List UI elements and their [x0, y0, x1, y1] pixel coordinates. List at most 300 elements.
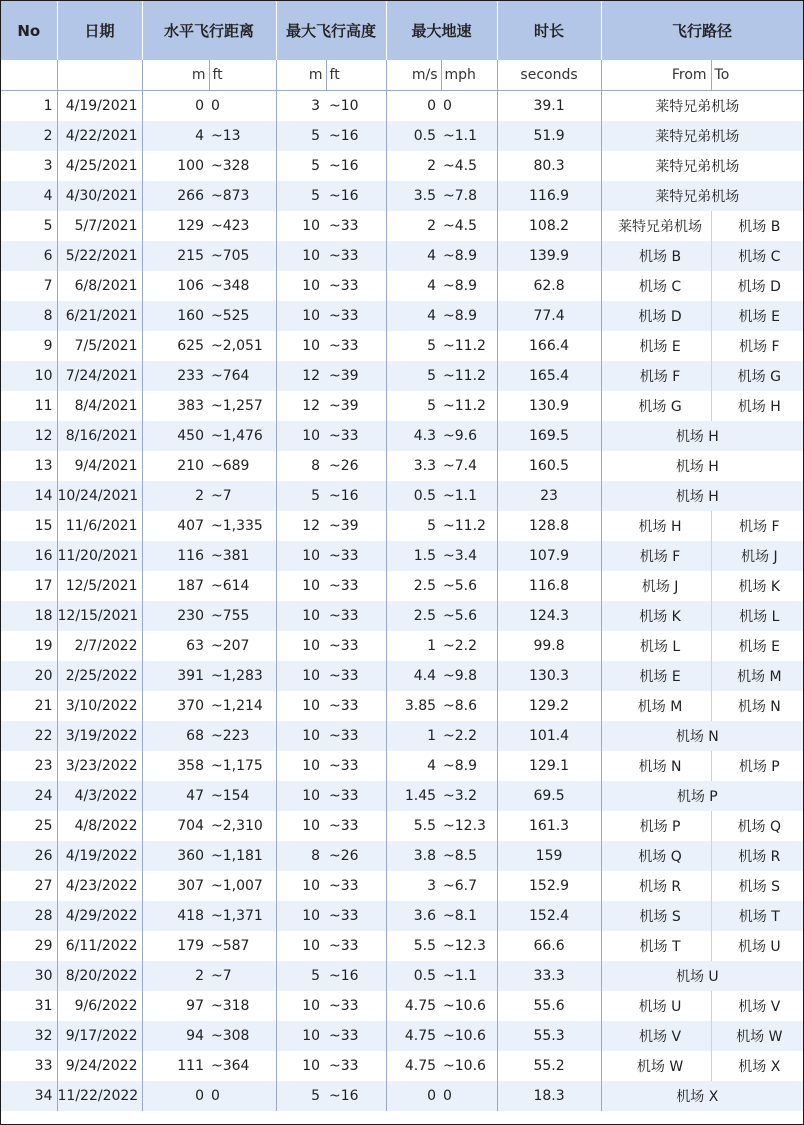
- cell-distance-ft: ~689: [209, 451, 276, 481]
- cell-date: 4/30/2021: [57, 181, 142, 211]
- cell-route-to: 机场 T: [711, 901, 803, 931]
- cell-route-from: 机场 W: [601, 1051, 711, 1081]
- cell-no: 2: [1, 121, 57, 151]
- table-row: [1, 781, 803, 811]
- cell-altitude-m: 10: [276, 631, 326, 661]
- cell-distance-m: 63: [142, 631, 209, 661]
- table-row: [1, 841, 803, 871]
- cell-distance-ft: ~364: [209, 1051, 276, 1081]
- table-row: [1, 391, 803, 421]
- cell-route-from: 机场 P: [601, 811, 711, 841]
- header-row: [1, 1, 803, 60]
- cell-duration: 62.8: [497, 271, 601, 301]
- cell-distance-ft: ~223: [209, 721, 276, 751]
- cell-distance-m: 106: [142, 271, 209, 301]
- cell-no: 10: [1, 361, 57, 391]
- cell-altitude-ft: ~16: [326, 1081, 386, 1111]
- cell-altitude-m: 10: [276, 301, 326, 331]
- cell-speed-mph: 0: [441, 1081, 497, 1111]
- cell-route-to: 机场 N: [711, 691, 803, 721]
- cell-altitude-m: 10: [276, 241, 326, 271]
- cell-duration: 124.3: [497, 601, 601, 631]
- table-body: [1, 91, 803, 1112]
- cell-duration: 107.9: [497, 541, 601, 571]
- cell-duration: 23: [497, 481, 601, 511]
- cell-date: 12/15/2021: [57, 601, 142, 631]
- cell-no: 22: [1, 721, 57, 751]
- cell-date: 4/19/2022: [57, 841, 142, 871]
- cell-speed-mph: ~11.2: [441, 391, 497, 421]
- cell-date: 12/5/2021: [57, 571, 142, 601]
- cell-speed-ms: 4.75: [386, 1051, 441, 1081]
- cell-speed-mph: ~5.6: [441, 571, 497, 601]
- unit-altitude-m: m: [276, 60, 326, 91]
- cell-altitude-m: 5: [276, 121, 326, 151]
- unit-route-to: To: [711, 60, 803, 91]
- cell-no: 29: [1, 931, 57, 961]
- cell-distance-ft: ~13: [209, 121, 276, 151]
- cell-date: 11/20/2021: [57, 541, 142, 571]
- cell-speed-ms: 0: [386, 1081, 441, 1111]
- cell-distance-ft: ~7: [209, 481, 276, 511]
- cell-altitude-m: 10: [276, 601, 326, 631]
- cell-no: 25: [1, 811, 57, 841]
- cell-distance-m: 179: [142, 931, 209, 961]
- cell-route-from: 机场 T: [601, 931, 711, 961]
- cell-speed-mph: ~1.1: [441, 481, 497, 511]
- unit-altitude-ft: ft: [326, 60, 386, 91]
- units-row: [1, 60, 803, 91]
- cell-duration: 33.3: [497, 961, 601, 991]
- cell-altitude-m: 12: [276, 361, 326, 391]
- table-row: [1, 271, 803, 301]
- cell-route-to: 机场 U: [711, 931, 803, 961]
- header-duration: 时长: [497, 1, 601, 60]
- cell-altitude-ft: ~39: [326, 361, 386, 391]
- cell-distance-m: 230: [142, 601, 209, 631]
- cell-date: 10/24/2021: [57, 481, 142, 511]
- cell-route-to: 机场 V: [711, 991, 803, 1021]
- cell-altitude-ft: ~33: [326, 781, 386, 811]
- cell-route-from: 机场 J: [601, 571, 711, 601]
- cell-speed-mph: ~4.5: [441, 211, 497, 241]
- cell-distance-ft: ~328: [209, 151, 276, 181]
- cell-route-from: 机场 N: [601, 751, 711, 781]
- cell-duration: 161.3: [497, 811, 601, 841]
- unit-duration: seconds: [497, 60, 601, 91]
- cell-altitude-ft: ~16: [326, 961, 386, 991]
- cell-no: 4: [1, 181, 57, 211]
- table-row: [1, 181, 803, 211]
- cell-speed-ms: 2.5: [386, 571, 441, 601]
- cell-altitude-m: 5: [276, 1081, 326, 1111]
- cell-route-from: 机场 B: [601, 241, 711, 271]
- table-row: [1, 451, 803, 481]
- cell-no: 13: [1, 451, 57, 481]
- cell-speed-mph: ~7.8: [441, 181, 497, 211]
- table-row: [1, 631, 803, 661]
- cell-no: 24: [1, 781, 57, 811]
- cell-duration: 108.2: [497, 211, 601, 241]
- cell-date: 3/19/2022: [57, 721, 142, 751]
- cell-no: 31: [1, 991, 57, 1021]
- cell-speed-ms: 1: [386, 631, 441, 661]
- cell-route: 机场 H: [601, 421, 803, 451]
- cell-duration: 101.4: [497, 721, 601, 751]
- cell-speed-ms: 4.75: [386, 1021, 441, 1051]
- cell-altitude-m: 10: [276, 211, 326, 241]
- cell-altitude-m: 5: [276, 481, 326, 511]
- cell-no: 17: [1, 571, 57, 601]
- cell-altitude-ft: ~16: [326, 181, 386, 211]
- cell-route: 机场 P: [601, 781, 803, 811]
- cell-distance-m: 187: [142, 571, 209, 601]
- cell-date: 7/5/2021: [57, 331, 142, 361]
- cell-distance-ft: 0: [209, 1081, 276, 1111]
- cell-route-to: 机场 R: [711, 841, 803, 871]
- cell-speed-mph: ~6.7: [441, 871, 497, 901]
- cell-altitude-m: 10: [276, 931, 326, 961]
- cell-distance-m: 383: [142, 391, 209, 421]
- table-row: [1, 361, 803, 391]
- cell-altitude-ft: ~33: [326, 931, 386, 961]
- cell-distance-m: 215: [142, 241, 209, 271]
- cell-no: 20: [1, 661, 57, 691]
- cell-no: 28: [1, 901, 57, 931]
- cell-altitude-ft: ~33: [326, 241, 386, 271]
- cell-altitude-m: 10: [276, 751, 326, 781]
- cell-duration: 66.6: [497, 931, 601, 961]
- cell-speed-mph: ~8.9: [441, 241, 497, 271]
- cell-date: 2/25/2022: [57, 661, 142, 691]
- cell-speed-ms: 3.85: [386, 691, 441, 721]
- cell-altitude-m: 5: [276, 151, 326, 181]
- cell-speed-ms: 5.5: [386, 931, 441, 961]
- cell-altitude-ft: ~33: [326, 331, 386, 361]
- cell-distance-ft: ~423: [209, 211, 276, 241]
- cell-speed-mph: ~3.4: [441, 541, 497, 571]
- cell-altitude-ft: ~39: [326, 511, 386, 541]
- cell-duration: 116.9: [497, 181, 601, 211]
- cell-date: 4/22/2021: [57, 121, 142, 151]
- cell-route: 机场 X: [601, 1081, 803, 1111]
- cell-date: 11/6/2021: [57, 511, 142, 541]
- cell-altitude-m: 10: [276, 901, 326, 931]
- unit-speed-mph: mph: [441, 60, 497, 91]
- cell-altitude-ft: ~33: [326, 211, 386, 241]
- cell-date: 5/22/2021: [57, 241, 142, 271]
- cell-duration: 129.2: [497, 691, 601, 721]
- cell-distance-m: 0: [142, 91, 209, 122]
- cell-speed-mph: ~11.2: [441, 361, 497, 391]
- cell-speed-mph: ~8.6: [441, 691, 497, 721]
- cell-route: 莱特兄弟机场: [601, 151, 803, 181]
- cell-speed-ms: 2: [386, 151, 441, 181]
- cell-speed-ms: 0.5: [386, 961, 441, 991]
- cell-route-to: 机场 C: [711, 241, 803, 271]
- cell-altitude-ft: ~26: [326, 841, 386, 871]
- cell-speed-mph: ~10.6: [441, 1021, 497, 1051]
- cell-duration: 39.1: [497, 91, 601, 122]
- cell-route-from: 莱特兄弟机场: [601, 211, 711, 241]
- cell-route-to: 机场 X: [711, 1051, 803, 1081]
- cell-route: 莱特兄弟机场: [601, 181, 803, 211]
- table-row: [1, 721, 803, 751]
- table-row: [1, 121, 803, 151]
- cell-altitude-m: 12: [276, 511, 326, 541]
- cell-distance-ft: ~1,214: [209, 691, 276, 721]
- cell-duration: 99.8: [497, 631, 601, 661]
- cell-altitude-ft: ~10: [326, 91, 386, 122]
- cell-route-to: 机场 E: [711, 631, 803, 661]
- cell-speed-ms: 1.45: [386, 781, 441, 811]
- cell-speed-ms: 2.5: [386, 601, 441, 631]
- cell-altitude-ft: ~26: [326, 451, 386, 481]
- cell-no: 7: [1, 271, 57, 301]
- cell-no: 11: [1, 391, 57, 421]
- cell-altitude-m: 10: [276, 661, 326, 691]
- cell-route-to: 机场 W: [711, 1021, 803, 1051]
- cell-distance-m: 2: [142, 961, 209, 991]
- cell-distance-ft: ~1,007: [209, 871, 276, 901]
- cell-altitude-ft: ~33: [326, 871, 386, 901]
- cell-distance-m: 111: [142, 1051, 209, 1081]
- cell-speed-ms: 4.3: [386, 421, 441, 451]
- cell-altitude-ft: ~16: [326, 151, 386, 181]
- table-row: [1, 871, 803, 901]
- cell-date: 7/24/2021: [57, 361, 142, 391]
- cell-speed-mph: ~2.2: [441, 631, 497, 661]
- table-row: [1, 661, 803, 691]
- cell-no: 1: [1, 91, 57, 122]
- cell-altitude-ft: ~33: [326, 1051, 386, 1081]
- cell-duration: 129.1: [497, 751, 601, 781]
- cell-route: 机场 U: [601, 961, 803, 991]
- cell-distance-ft: ~1,476: [209, 421, 276, 451]
- cell-distance-m: 129: [142, 211, 209, 241]
- cell-route-to: 机场 J: [711, 541, 803, 571]
- header-no: No: [1, 1, 57, 60]
- cell-distance-ft: ~1,181: [209, 841, 276, 871]
- cell-no: 8: [1, 301, 57, 331]
- cell-distance-ft: ~2,310: [209, 811, 276, 841]
- cell-duration: 139.9: [497, 241, 601, 271]
- cell-route-to: 机场 E: [711, 301, 803, 331]
- cell-distance-m: 68: [142, 721, 209, 751]
- cell-distance-ft: ~308: [209, 1021, 276, 1051]
- cell-date: 4/8/2022: [57, 811, 142, 841]
- cell-distance-ft: ~525: [209, 301, 276, 331]
- header-route: 飞行路径: [601, 1, 803, 60]
- cell-speed-mph: ~10.6: [441, 1051, 497, 1081]
- cell-date: 9/6/2022: [57, 991, 142, 1021]
- cell-route-from: 机场 Q: [601, 841, 711, 871]
- cell-distance-m: 266: [142, 181, 209, 211]
- cell-distance-m: 418: [142, 901, 209, 931]
- cell-duration: 152.4: [497, 901, 601, 931]
- cell-altitude-m: 10: [276, 271, 326, 301]
- cell-speed-mph: ~8.5: [441, 841, 497, 871]
- cell-distance-m: 450: [142, 421, 209, 451]
- cell-distance-m: 0: [142, 1081, 209, 1111]
- table-row: [1, 511, 803, 541]
- cell-distance-m: 625: [142, 331, 209, 361]
- cell-route-to: 机场 D: [711, 271, 803, 301]
- cell-date: 3/23/2022: [57, 751, 142, 781]
- cell-distance-m: 391: [142, 661, 209, 691]
- cell-date: 9/4/2021: [57, 451, 142, 481]
- table-row: [1, 691, 803, 721]
- cell-no: 12: [1, 421, 57, 451]
- cell-distance-m: 116: [142, 541, 209, 571]
- cell-speed-mph: ~1.1: [441, 121, 497, 151]
- cell-route-to: 机场 F: [711, 511, 803, 541]
- table-row: [1, 1021, 803, 1051]
- cell-date: 8/4/2021: [57, 391, 142, 421]
- cell-altitude-m: 10: [276, 781, 326, 811]
- cell-altitude-ft: ~33: [326, 601, 386, 631]
- cell-duration: 18.3: [497, 1081, 601, 1111]
- cell-duration: 55.6: [497, 991, 601, 1021]
- cell-route-from: 机场 U: [601, 991, 711, 1021]
- table-row: [1, 421, 803, 451]
- table-row: [1, 811, 803, 841]
- cell-distance-ft: ~318: [209, 991, 276, 1021]
- cell-date: 4/23/2022: [57, 871, 142, 901]
- cell-distance-ft: ~873: [209, 181, 276, 211]
- cell-route-from: 机场 M: [601, 691, 711, 721]
- cell-altitude-ft: ~33: [326, 751, 386, 781]
- cell-speed-ms: 5: [386, 391, 441, 421]
- cell-date: 6/8/2021: [57, 271, 142, 301]
- cell-distance-m: 307: [142, 871, 209, 901]
- cell-altitude-ft: ~33: [326, 661, 386, 691]
- table-row: [1, 991, 803, 1021]
- cell-speed-ms: 0.5: [386, 121, 441, 151]
- flight-log-table: [1, 1, 804, 1111]
- cell-duration: 128.8: [497, 511, 601, 541]
- cell-duration: 152.9: [497, 871, 601, 901]
- cell-speed-mph: ~8.9: [441, 301, 497, 331]
- cell-route-to: 机场 P: [711, 751, 803, 781]
- cell-no: 3: [1, 151, 57, 181]
- cell-speed-mph: ~1.1: [441, 961, 497, 991]
- cell-date: 9/17/2022: [57, 1021, 142, 1051]
- cell-altitude-ft: ~33: [326, 421, 386, 451]
- cell-distance-m: 94: [142, 1021, 209, 1051]
- table-row: [1, 571, 803, 601]
- cell-altitude-ft: ~33: [326, 1021, 386, 1051]
- cell-speed-mph: ~9.8: [441, 661, 497, 691]
- cell-speed-mph: 0: [441, 91, 497, 122]
- table-row: [1, 91, 803, 122]
- cell-no: 30: [1, 961, 57, 991]
- table-row: [1, 301, 803, 331]
- cell-distance-ft: ~1,371: [209, 901, 276, 931]
- cell-speed-ms: 5: [386, 511, 441, 541]
- cell-altitude-m: 8: [276, 451, 326, 481]
- cell-date: 4/29/2022: [57, 901, 142, 931]
- table-row: [1, 751, 803, 781]
- cell-distance-m: 358: [142, 751, 209, 781]
- cell-no: 32: [1, 1021, 57, 1051]
- header-altitude: 最大飞行高度: [276, 1, 386, 60]
- cell-no: 34: [1, 1081, 57, 1111]
- cell-duration: 55.2: [497, 1051, 601, 1081]
- cell-distance-ft: ~1,257: [209, 391, 276, 421]
- cell-route-from: 机场 K: [601, 601, 711, 631]
- cell-distance-ft: ~348: [209, 271, 276, 301]
- cell-route-from: 机场 F: [601, 361, 711, 391]
- cell-altitude-m: 10: [276, 1051, 326, 1081]
- cell-altitude-m: 5: [276, 181, 326, 211]
- cell-distance-ft: ~587: [209, 931, 276, 961]
- cell-distance-m: 407: [142, 511, 209, 541]
- cell-altitude-m: 10: [276, 1021, 326, 1051]
- cell-route-to: 机场 S: [711, 871, 803, 901]
- cell-date: 3/10/2022: [57, 691, 142, 721]
- cell-route-from: 机场 H: [601, 511, 711, 541]
- cell-route-to: 机场 Q: [711, 811, 803, 841]
- cell-altitude-m: 10: [276, 331, 326, 361]
- cell-distance-m: 233: [142, 361, 209, 391]
- cell-altitude-ft: ~33: [326, 721, 386, 751]
- cell-speed-ms: 2: [386, 211, 441, 241]
- table-row: [1, 931, 803, 961]
- cell-route-to: 机场 L: [711, 601, 803, 631]
- cell-altitude-m: 10: [276, 721, 326, 751]
- cell-distance-m: 210: [142, 451, 209, 481]
- cell-route-from: 机场 F: [601, 541, 711, 571]
- cell-speed-ms: 1: [386, 721, 441, 751]
- cell-altitude-m: 10: [276, 811, 326, 841]
- table-row: [1, 331, 803, 361]
- cell-duration: 169.5: [497, 421, 601, 451]
- cell-no: 18: [1, 601, 57, 631]
- cell-distance-m: 2: [142, 481, 209, 511]
- cell-altitude-m: 10: [276, 541, 326, 571]
- cell-speed-ms: 3.3: [386, 451, 441, 481]
- header-distance: 水平飞行距离: [142, 1, 276, 60]
- cell-no: 15: [1, 511, 57, 541]
- cell-duration: 55.3: [497, 1021, 601, 1051]
- cell-duration: 159: [497, 841, 601, 871]
- cell-route-from: 机场 G: [601, 391, 711, 421]
- table-row: [1, 1081, 803, 1111]
- cell-altitude-m: 10: [276, 421, 326, 451]
- cell-speed-ms: 4: [386, 271, 441, 301]
- cell-distance-ft: ~1,335: [209, 511, 276, 541]
- cell-speed-ms: 0: [386, 91, 441, 122]
- table-row: [1, 541, 803, 571]
- header-speed: 最大地速: [386, 1, 497, 60]
- cell-date: 4/3/2022: [57, 781, 142, 811]
- cell-duration: 130.9: [497, 391, 601, 421]
- cell-speed-ms: 5: [386, 331, 441, 361]
- cell-route: 机场 N: [601, 721, 803, 751]
- cell-speed-ms: 3.6: [386, 901, 441, 931]
- cell-no: 23: [1, 751, 57, 781]
- cell-route-to: 机场 B: [711, 211, 803, 241]
- cell-speed-mph: ~10.6: [441, 991, 497, 1021]
- cell-altitude-m: 10: [276, 991, 326, 1021]
- cell-date: 4/25/2021: [57, 151, 142, 181]
- cell-no: 19: [1, 631, 57, 661]
- cell-speed-ms: 4: [386, 241, 441, 271]
- cell-route-from: 机场 R: [601, 871, 711, 901]
- cell-date: 8/16/2021: [57, 421, 142, 451]
- cell-altitude-m: 8: [276, 841, 326, 871]
